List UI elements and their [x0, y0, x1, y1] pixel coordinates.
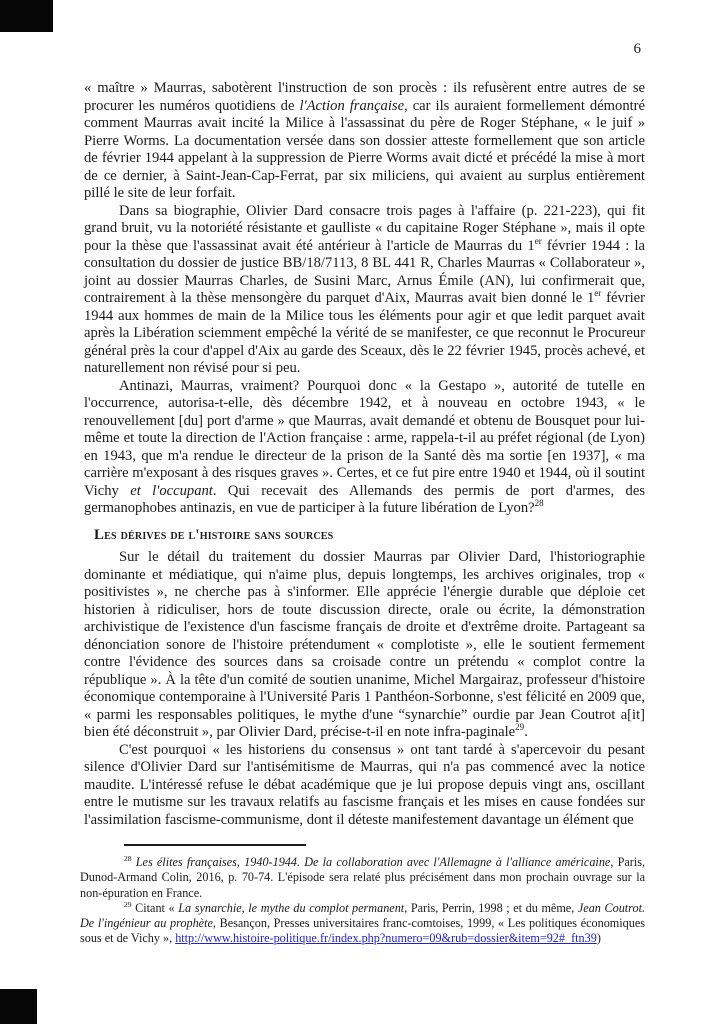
footnote-28: $^{28}$ Les élites françaises, 1940-1944. De la collaboration avec l'Allemagne à l'alliance américaine, Paris, Dunod-Armand Colin, 2016, p. 70-74. L'épisode sera relaté plus précisément dans mon prochain ouvrage sur la non-épuration en France.	[80, 854, 646, 900]
paragraph-2: Dans sa biographie, Olivier Dard consacre trois pages à l'affaire (p. 221-223), qui fit grand bruit, vu la notoriété résistante et gaulliste « du capitaine Roger Stéphane », mais il opte pour la thèse que l'assassinat avait été antérieur à l'article de Maurras du 1er février 1944 : la consultation du dossier de justice BB/18/7113, 8 BL 441 R, Charles Maurras « Collaborateur », joint au dossier Maurras Charles, de Susini Marc, Arnus Émile (AN), lui confirmerait que, contrairement à la thèse mensongère du parquet d'Aix, Maurras avait bien donné le 1er février 1944 aux hommes de main de la Milice tous les éléments pour agir et que ledit parquet avait après la Libération sciemment empêché la vérité de se manifester, ce que reconnut le Procureur général près la cour d'appel d'Aix au garde des Sceaux, dès le 22 février 1945, procès achevé, et naturellement non révisé pour si peu.	[84, 202, 645, 376]
paragraph-5: C'est pourquoi « les historiens du consensus » ont tant tardé à s'apercevoir du pesant silence d'Olivier Dard sur l'antisémitisme de Maurras, qui n'a pas commencé avec la notice maudite. L'intéressé refuse le débat académique que je lui propose depuis vingt ans, oscillant entre le mutisme sur les travaux relatifs au fascisme français et les mises en cause fondées sur l'assimilation fascisme-communisme, dont il déteste manifestement davantage un élément que	[84, 741, 645, 828]
footnotes-section	[80, 838, 645, 946]
superscript: er	[594, 288, 602, 299]
italic-text: Jean Coutrot. De l'ingénieur au prophète	[80, 900, 646, 930]
paragraph-3: Antinazi, Maurras, vraiment? Pourquoi donc « la Gestapo », autorité de tutelle en l'occurrence, autorisa-t-elle, dès décembre 1942, et à nouveau en octobre 1943, « le renouvellement [du] port d'arme » que Maurras, avait demandé et obtenu de Bousquet pour lui-même et toute la direction de l'Action française : arme, rappela-t-il au préfet régional (de Lyon) en 1943, que m'a rendue le directeur de la prison de la Santé dès ma sortie [en 1937], « ma carrière m'exposant à des risques graves ». Certes, et ce fut pire entre 1940 et 1944, où il soutint Vichy et l'occupant. Qui recevait des Allemands des permis de port d'armes, des germanophobes antinazis, en vue de participer à la future libération de Lyon?$^{28}$	[84, 377, 645, 516]
superscript: 28	[124, 854, 132, 864]
superscript: er	[534, 235, 542, 246]
italic-text: et l'occupant	[130, 482, 213, 499]
section-heading: Les dérives de l'histoire sans sources	[94, 526, 334, 543]
paragraph-4: Sur le détail du traitement du dossier Maurras par Olivier Dard, l'historiographie dominante et médiatique, qui n'aime plus, depuis longtemps, les archives originales, trop « positivistes », ne cherche pas à s'informer. Elle apprécie l'énergie durable que déploie cet historien à ridiculiser, hors de toute discussion directe, orale ou écrite, la démonstration archivistique de l'existence d'un fascisme français de droite et d'extrême droite. Partageant sa dénonciation sonore de l'histoire prétendument « complotiste », elle le soutient fermement contre l'évidence des sources dans sa croisade contre un prétendu « complot contre la république ». À la tête d'un comité de soutien unanime, Michel Margairaz, professeur d'histoire économique contemporaine à l'Université Paris 1 Panthéon-Sorbonne, s'est félicité en 2009 que, « parmi les responsables politiques, le mythe d'une “synarchie” ourdie par Jean Coutrot a[it] bien été déconstruit », par Olivier Dard, précise-t-il en note infra-paginale$^{29}$.	[84, 549, 645, 740]
italic-text: Les élites françaises, 1940-1944. De la collaboration avec l'Allemagne à l'alliance américaine	[135, 855, 611, 870]
italic-text: l'Action française	[299, 97, 405, 114]
footnote-29: $^{29}$ Citant « La synarchie, le mythe du complot permanent, Paris, Perrin, 1998 ; et du même, Jean Coutrot. De l'ingénieur au prophète, Besançon, Presses universitaires franc-comtoises, 1999, « Les politiques économiques sous et de Vichy », http://www.histoire-politique.fr/index.php?numero=09&rub=dossier&item=92#_ftn39)	[80, 899, 646, 946]
paragraph-1: « maître » Maurras, sabotèrent l'instruction de son procès : ils refusèrent entre autres de se procurer les numéros quotidiens de l'Action française, car ils auraient formellement démontré comment Maurras avait incité la Milice à l'assassinat du père de Roger Stéphane, « le juif » Pierre Worms. La documentation versée dans son dossier atteste formellement que son article de février 1944 appelant à la suppression de Pierre Worms avait dicté et précédé la mise à mort de ce dernier, à Saint-Jean-Cap-Ferrat, par six miliciens, qui avaient au surplus entièrement pillé le site de leur forfait.	[84, 80, 646, 201]
footnote-separator	[124, 844, 306, 846]
body-text	[84, 80, 645, 829]
scan-artifact-bottom-left	[0, 989, 37, 1024]
page-number: 6	[633, 41, 641, 57]
scan-artifact-top-left	[0, 0, 53, 32]
superscript: 29	[124, 899, 132, 909]
italic-text: La synarchie, le mythe du complot permanent	[178, 900, 405, 915]
footnote-hyperlink[interactable]: http://www.histoire-politique.fr/index.php?numero=09&rub=dossier&item=92#_ftn39	[175, 931, 597, 946]
superscript: 29	[515, 722, 525, 733]
superscript: 28	[534, 498, 544, 509]
